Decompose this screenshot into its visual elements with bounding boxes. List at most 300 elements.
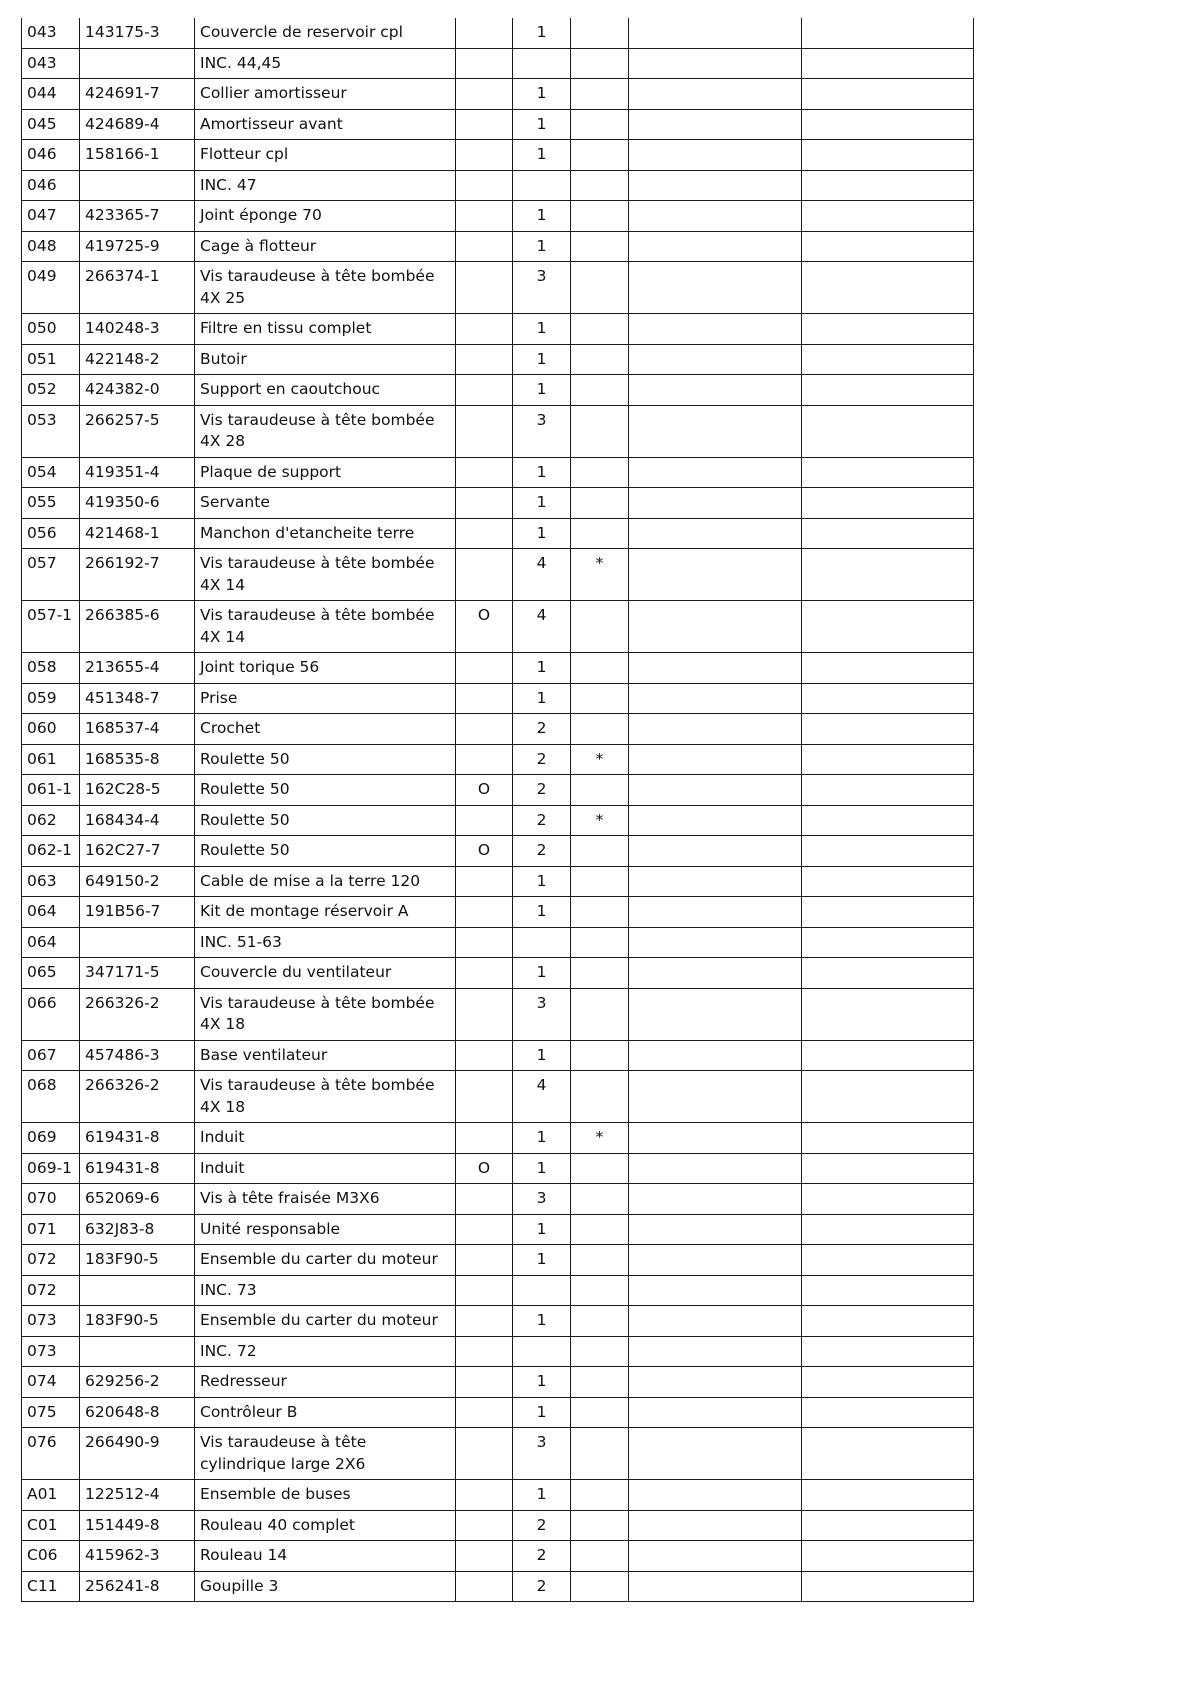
part-number-cell: 457486-3 [80,1040,195,1071]
option-cell [456,988,513,1040]
description-cell: Induit [195,1123,456,1154]
description-cell: Flotteur cpl [195,140,456,171]
table-row [22,988,974,1040]
part-number-cell [80,1275,195,1306]
item-number-cell: 072 [22,1275,80,1306]
empty-cell [802,1428,974,1480]
empty-cell [629,601,802,653]
empty-cell [802,1510,974,1541]
quantity-cell: 2 [513,744,571,775]
description-cell: INC. 72 [195,1336,456,1367]
item-number-cell: 060 [22,714,80,745]
empty-cell [629,79,802,110]
description-cell: Plaque de support [195,457,456,488]
part-number-cell: 191B56-7 [80,897,195,928]
empty-cell [629,1153,802,1184]
option-cell [456,897,513,928]
part-number-cell: 619431-8 [80,1123,195,1154]
mark-cell [571,1071,629,1123]
empty-cell [802,836,974,867]
option-cell [456,18,513,48]
table-row [22,18,974,48]
mark-cell [571,683,629,714]
option-cell [456,231,513,262]
part-number-cell: 419351-4 [80,457,195,488]
table-row [22,601,974,653]
mark-cell [571,231,629,262]
item-number-cell: 062 [22,805,80,836]
quantity-cell: 2 [513,775,571,806]
item-number-cell: 058 [22,653,80,684]
item-number-cell: 069-1 [22,1153,80,1184]
empty-cell [629,201,802,232]
description-cell: Ensemble du carter du moteur [195,1306,456,1337]
mark-cell [571,1184,629,1215]
description-cell: INC. 73 [195,1275,456,1306]
item-number-cell: 061 [22,744,80,775]
option-cell [456,958,513,989]
item-number-cell: 071 [22,1214,80,1245]
part-number-cell: 213655-4 [80,653,195,684]
empty-cell [629,375,802,406]
empty-cell [629,1245,802,1276]
table-row [22,683,974,714]
option-cell [456,1397,513,1428]
item-number-cell: C11 [22,1571,80,1602]
empty-cell [802,805,974,836]
parts-table [21,18,974,1602]
mark-cell [571,375,629,406]
empty-cell [629,714,802,745]
quantity-cell: 1 [513,488,571,519]
option-cell [456,1214,513,1245]
quantity-cell: 1 [513,958,571,989]
item-number-cell: 066 [22,988,80,1040]
empty-cell [629,405,802,457]
option-cell [456,48,513,79]
empty-cell [629,1571,802,1602]
part-number-cell: 424689-4 [80,109,195,140]
table-row [22,1367,974,1398]
mark-cell: * [571,744,629,775]
mark-cell [571,1040,629,1071]
table-row [22,1214,974,1245]
mark-cell [571,866,629,897]
table-row [22,488,974,519]
mark-cell: * [571,805,629,836]
empty-cell [629,48,802,79]
empty-cell [802,1367,974,1398]
quantity-cell: 2 [513,714,571,745]
option-cell [456,79,513,110]
description-cell: Couvercle de reservoir cpl [195,18,456,48]
table-row [22,1184,974,1215]
option-cell [456,683,513,714]
table-row [22,375,974,406]
option-cell [456,170,513,201]
option-cell [456,140,513,171]
mark-cell [571,79,629,110]
empty-cell [802,170,974,201]
quantity-cell: 2 [513,1541,571,1572]
part-number-cell: 183F90-5 [80,1306,195,1337]
empty-cell [802,714,974,745]
quantity-cell: 3 [513,405,571,457]
description-cell: Unité responsable [195,1214,456,1245]
empty-cell [629,457,802,488]
description-cell: Filtre en tissu complet [195,314,456,345]
description-cell: Vis taraudeuse à tête bombée 4X 14 [195,549,456,601]
table-row [22,48,974,79]
item-number-cell: 063 [22,866,80,897]
part-number-cell: 266490-9 [80,1428,195,1480]
item-number-cell: A01 [22,1480,80,1511]
empty-cell [802,1153,974,1184]
mark-cell [571,653,629,684]
empty-cell [629,1397,802,1428]
part-number-cell: 256241-8 [80,1571,195,1602]
quantity-cell: 2 [513,836,571,867]
table-row [22,1397,974,1428]
quantity-cell [513,48,571,79]
part-number-cell: 619431-8 [80,1153,195,1184]
mark-cell [571,109,629,140]
item-number-cell: 053 [22,405,80,457]
table-row [22,1336,974,1367]
empty-cell [802,518,974,549]
option-cell [456,1123,513,1154]
mark-cell [571,344,629,375]
table-row [22,140,974,171]
empty-cell [629,1336,802,1367]
table-row [22,1040,974,1071]
table-row [22,405,974,457]
part-number-cell: 158166-1 [80,140,195,171]
table-row [22,1428,974,1480]
table-row [22,1123,974,1154]
empty-cell [629,1275,802,1306]
item-number-cell: 056 [22,518,80,549]
empty-cell [629,805,802,836]
quantity-cell [513,1275,571,1306]
part-number-cell: 122512-4 [80,1480,195,1511]
empty-cell [802,488,974,519]
item-number-cell: 070 [22,1184,80,1215]
quantity-cell: 1 [513,1397,571,1428]
table-row [22,1071,974,1123]
quantity-cell: 3 [513,262,571,314]
empty-cell [802,140,974,171]
description-cell: INC. 51-63 [195,927,456,958]
quantity-cell: 1 [513,1480,571,1511]
description-cell: Redresseur [195,1367,456,1398]
table-row [22,927,974,958]
part-number-cell: 424691-7 [80,79,195,110]
option-cell: O [456,1153,513,1184]
empty-cell [629,1184,802,1215]
empty-cell [629,109,802,140]
option-cell [456,1510,513,1541]
empty-cell [802,405,974,457]
mark-cell [571,1510,629,1541]
quantity-cell: 1 [513,344,571,375]
item-number-cell: 057 [22,549,80,601]
part-number-cell: 649150-2 [80,866,195,897]
mark-cell [571,1367,629,1398]
description-cell: Butoir [195,344,456,375]
empty-cell [629,1541,802,1572]
quantity-cell: 1 [513,201,571,232]
mark-cell [571,1153,629,1184]
part-number-cell: 347171-5 [80,958,195,989]
part-number-cell: 162C28-5 [80,775,195,806]
part-number-cell [80,170,195,201]
mark-cell [571,201,629,232]
quantity-cell: 1 [513,79,571,110]
empty-cell [802,1123,974,1154]
empty-cell [802,1040,974,1071]
description-cell: INC. 44,45 [195,48,456,79]
option-cell [456,1571,513,1602]
part-number-cell: 143175-3 [80,18,195,48]
mark-cell [571,1306,629,1337]
table-row [22,170,974,201]
table-row [22,262,974,314]
empty-cell [802,988,974,1040]
option-cell [456,1367,513,1398]
item-number-cell: 072 [22,1245,80,1276]
part-number-cell: 419725-9 [80,231,195,262]
empty-cell [629,1214,802,1245]
empty-cell [802,18,974,48]
table-row [22,897,974,928]
description-cell: Roulette 50 [195,836,456,867]
mark-cell [571,457,629,488]
table-row [22,775,974,806]
option-cell [456,1184,513,1215]
empty-cell [802,1071,974,1123]
empty-cell [802,549,974,601]
quantity-cell [513,170,571,201]
quantity-cell: 1 [513,140,571,171]
mark-cell [571,1480,629,1511]
empty-cell [802,744,974,775]
part-number-cell: 266326-2 [80,988,195,1040]
description-cell: Base ventilateur [195,1040,456,1071]
part-number-cell: 424382-0 [80,375,195,406]
part-number-cell: 151449-8 [80,1510,195,1541]
empty-cell [629,683,802,714]
option-cell [456,1245,513,1276]
empty-cell [629,1428,802,1480]
option-cell [456,714,513,745]
description-cell: Vis taraudeuse à tête cylindrique large 2X6 [195,1428,456,1480]
option-cell [456,314,513,345]
description-cell: Rouleau 40 complet [195,1510,456,1541]
empty-cell [629,897,802,928]
parts-list-sheet [21,18,974,1602]
option-cell [456,805,513,836]
description-cell: Kit de montage réservoir A [195,897,456,928]
description-cell: Amortisseur avant [195,109,456,140]
part-number-cell: 168434-4 [80,805,195,836]
part-number-cell: 652069-6 [80,1184,195,1215]
empty-cell [802,201,974,232]
empty-cell [802,927,974,958]
item-number-cell: 062-1 [22,836,80,867]
option-cell [456,518,513,549]
description-cell: Ensemble du carter du moteur [195,1245,456,1276]
description-cell: Roulette 50 [195,805,456,836]
table-row [22,344,974,375]
empty-cell [802,1571,974,1602]
option-cell [456,1071,513,1123]
item-number-cell: 045 [22,109,80,140]
item-number-cell: 073 [22,1336,80,1367]
quantity-cell: 1 [513,1123,571,1154]
part-number-cell: 162C27-7 [80,836,195,867]
empty-cell [629,140,802,171]
empty-cell [802,1184,974,1215]
option-cell [456,109,513,140]
table-row [22,1153,974,1184]
part-number-cell [80,1336,195,1367]
option-cell [456,405,513,457]
item-number-cell: 048 [22,231,80,262]
quantity-cell: 4 [513,1071,571,1123]
table-row [22,836,974,867]
empty-cell [629,549,802,601]
empty-cell [629,653,802,684]
quantity-cell: 1 [513,1153,571,1184]
item-number-cell: 069 [22,1123,80,1154]
part-number-cell: 415962-3 [80,1541,195,1572]
mark-cell [571,1214,629,1245]
quantity-cell: 4 [513,601,571,653]
item-number-cell: 046 [22,140,80,171]
mark-cell [571,314,629,345]
empty-cell [802,1397,974,1428]
part-number-cell: 632J83-8 [80,1214,195,1245]
empty-cell [802,231,974,262]
part-number-cell: 421468-1 [80,518,195,549]
empty-cell [802,314,974,345]
description-cell: Manchon d'etancheite terre [195,518,456,549]
empty-cell [629,488,802,519]
description-cell: Joint éponge 70 [195,201,456,232]
item-number-cell: 064 [22,897,80,928]
description-cell: Prise [195,683,456,714]
item-number-cell: 073 [22,1306,80,1337]
mark-cell [571,1336,629,1367]
part-number-cell: 419350-6 [80,488,195,519]
empty-cell [802,1480,974,1511]
empty-cell [629,1306,802,1337]
empty-cell [802,653,974,684]
mark-cell [571,1245,629,1276]
mark-cell [571,140,629,171]
mark-cell [571,714,629,745]
table-row [22,109,974,140]
part-number-cell: 183F90-5 [80,1245,195,1276]
quantity-cell: 1 [513,18,571,48]
item-number-cell: C01 [22,1510,80,1541]
description-cell: Rouleau 14 [195,1541,456,1572]
mark-cell [571,518,629,549]
empty-cell [802,1214,974,1245]
empty-cell [629,988,802,1040]
mark-cell [571,988,629,1040]
description-cell: Vis taraudeuse à tête bombée 4X 14 [195,601,456,653]
mark-cell [571,262,629,314]
mark-cell [571,170,629,201]
option-cell [456,344,513,375]
item-number-cell: 075 [22,1397,80,1428]
description-cell: Vis à tête fraisée M3X6 [195,1184,456,1215]
description-cell: Cage à flotteur [195,231,456,262]
empty-cell [802,48,974,79]
description-cell: Servante [195,488,456,519]
option-cell [456,201,513,232]
mark-cell [571,601,629,653]
option-cell [456,866,513,897]
empty-cell [629,775,802,806]
table-row [22,201,974,232]
part-number-cell: 629256-2 [80,1367,195,1398]
part-number-cell: 620648-8 [80,1397,195,1428]
item-number-cell: 061-1 [22,775,80,806]
part-number-cell: 140248-3 [80,314,195,345]
empty-cell [629,231,802,262]
option-cell: O [456,601,513,653]
description-cell: Vis taraudeuse à tête bombée 4X 25 [195,262,456,314]
mark-cell [571,775,629,806]
item-number-cell: 043 [22,48,80,79]
option-cell [456,744,513,775]
option-cell [456,375,513,406]
table-row [22,1245,974,1276]
quantity-cell: 1 [513,897,571,928]
empty-cell [802,1306,974,1337]
table-row [22,744,974,775]
description-cell: Goupille 3 [195,1571,456,1602]
empty-cell [629,836,802,867]
part-number-cell: 168535-8 [80,744,195,775]
description-cell: Joint torique 56 [195,653,456,684]
item-number-cell: 051 [22,344,80,375]
mark-cell [571,405,629,457]
option-cell [456,1541,513,1572]
description-cell: Roulette 50 [195,744,456,775]
option-cell [456,653,513,684]
mark-cell: * [571,1123,629,1154]
empty-cell [802,109,974,140]
empty-cell [629,958,802,989]
option-cell [456,1336,513,1367]
mark-cell [571,958,629,989]
mark-cell [571,488,629,519]
quantity-cell: 1 [513,1306,571,1337]
empty-cell [802,958,974,989]
quantity-cell: 3 [513,988,571,1040]
empty-cell [629,1480,802,1511]
description-cell: Vis taraudeuse à tête bombée 4X 28 [195,405,456,457]
item-number-cell: 055 [22,488,80,519]
mark-cell [571,897,629,928]
option-cell: O [456,775,513,806]
quantity-cell: 2 [513,805,571,836]
empty-cell [629,744,802,775]
